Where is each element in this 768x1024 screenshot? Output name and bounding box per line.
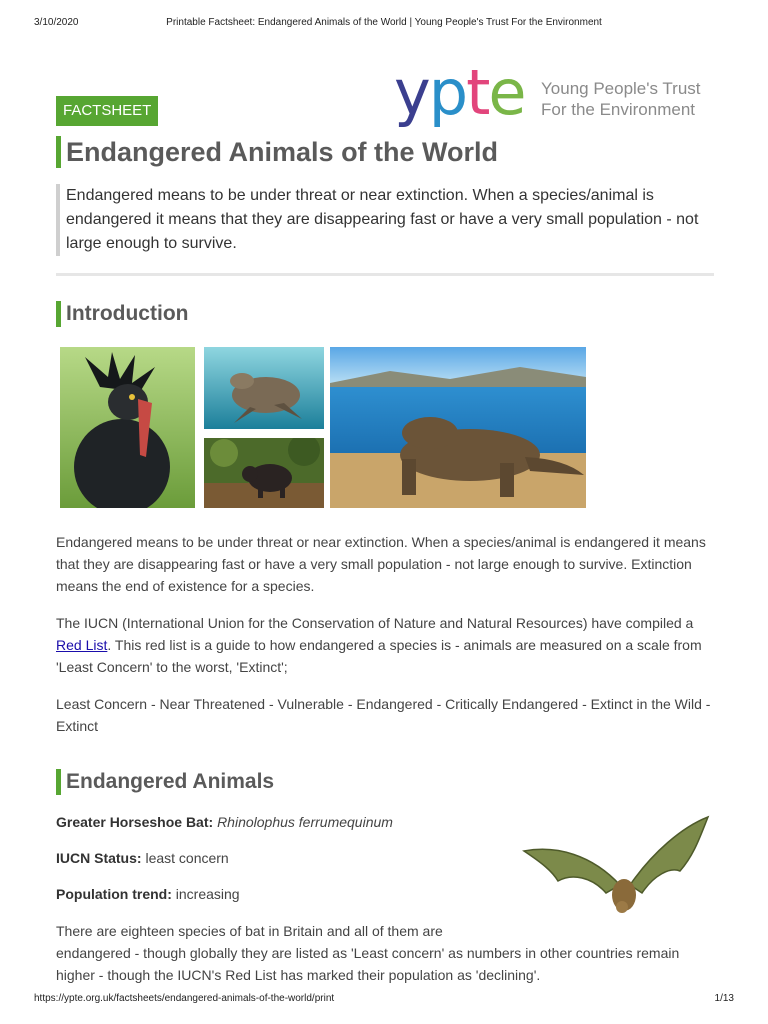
bat-description-text: There are eighteen species of bat in Britain and all of them are endangered - though globally they are listed as 'Least concern' as numbers in other countries remain higher - though the IUCN's Red List has marked their population as 'declining'. <box>56 923 680 983</box>
iucn-status-value: least concern <box>145 850 229 866</box>
bear-image <box>204 438 324 508</box>
print-url: https://ypte.org.uk/factsheets/endangered-animals-of-the-world/print <box>34 993 335 1004</box>
logo-line-1: Young People's Trust <box>541 79 701 98</box>
iucn-status-row <box>56 848 229 868</box>
animal-latin-name: Rhinolophus ferrumequinum <box>217 814 393 830</box>
logo-letter-y: y <box>394 56 429 129</box>
intro-paragraph-2-text-before: The IUCN (International Union for the Conservation of Nature and Natural Resources) have compiled a <box>56 615 694 631</box>
logo-letter-p: p <box>428 56 467 129</box>
horseshoe-bat-image <box>522 815 710 920</box>
lead-paragraph: Endangered means to be under threat or near extinction. When a species/animal is endangered it means that they are disappearing fast or have a very small population - not large enough to survive. <box>56 184 722 256</box>
animal-name-label: Greater Horseshoe Bat: <box>56 814 214 830</box>
factsheet-badge: FACTSHEET <box>56 96 158 126</box>
logo-mark <box>394 56 525 129</box>
logo-letter-t: t <box>466 56 489 129</box>
population-trend-value: increasing <box>175 886 240 902</box>
red-list-scale: Least Concern - Near Threatened - Vulnerable - Endangered - Critically Endangered - Extinct in the Wild - Extinct <box>56 696 711 734</box>
intro-paragraph-2 <box>56 612 716 678</box>
section-divider <box>56 273 714 276</box>
population-trend-row <box>56 884 240 904</box>
logo-letter-e: e <box>488 56 525 129</box>
print-page-title: Printable Factsheet: Endangered Animals of the World | Young People's Trust For the Environment <box>166 17 602 28</box>
animal-name-row <box>56 812 393 832</box>
print-footer <box>0 993 768 1007</box>
introduction-heading: Introduction <box>56 301 188 327</box>
bat-description <box>56 920 716 986</box>
ypte-logo[interactable] <box>394 56 714 142</box>
intro-paragraph-1: Endangered means to be under threat or near extinction. When a species/animal is endangered it means that they are disappearing fast or have a very small population - not large enough to survive. Extinction means the end of existence for a species. <box>56 534 706 594</box>
sea-turtle-image <box>204 347 324 429</box>
logo-line-2: For the Environment <box>541 100 696 119</box>
red-list-link[interactable]: Red List <box>56 637 108 653</box>
print-header <box>0 17 768 31</box>
bald-ibis-image <box>60 347 195 508</box>
intro-paragraph-2-text-after: . This red list is a guide to how endangered a species is - animals are measured on a scale from 'Least Concern' to the worst, 'Extinct'; <box>56 637 702 675</box>
population-trend-label: Population trend: <box>56 886 172 902</box>
iucn-status-label: IUCN Status: <box>56 850 142 866</box>
print-date: 3/10/2020 <box>34 17 79 28</box>
page-title: Endangered Animals of the World <box>56 136 498 168</box>
komodo-dragon-image <box>330 347 586 508</box>
endangered-animals-heading: Endangered Animals <box>56 769 274 795</box>
logo-text <box>541 78 701 120</box>
page-number: 1/13 <box>714 993 734 1004</box>
